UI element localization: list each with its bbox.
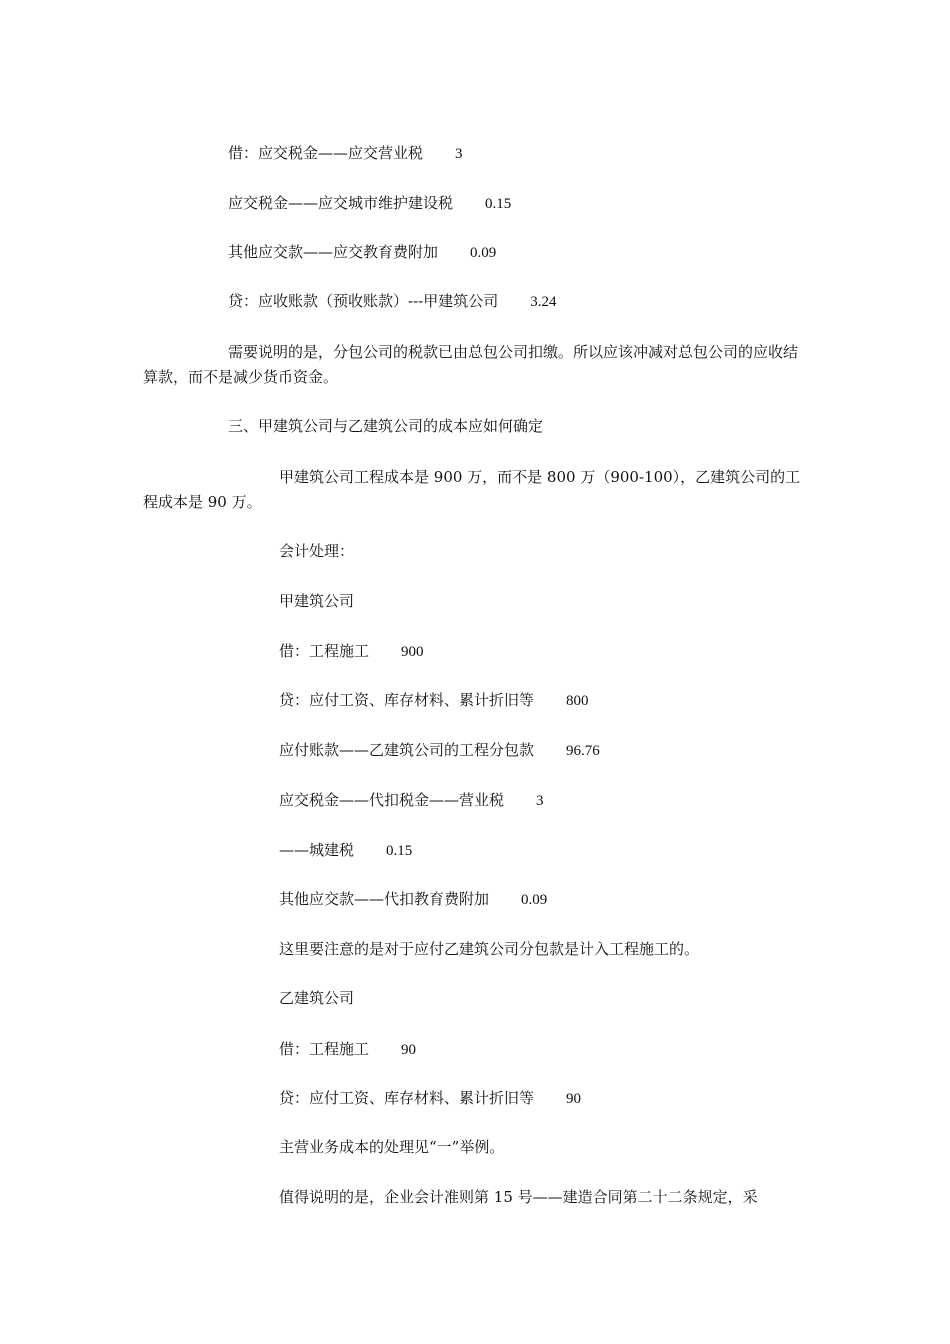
entry-text: 其他应交款——代扣教育费附加 [279, 890, 490, 908]
entry-text: 贷：应收账款（预收账款）---甲建筑公司 [228, 292, 499, 310]
entry-amount: 800 [566, 693, 589, 709]
journal-entry-line [279, 889, 547, 910]
entry-amount: 3 [536, 793, 544, 809]
journal-entry-line [228, 242, 496, 263]
entry-amount: 900 [401, 644, 424, 660]
entry-amount: 0.15 [485, 196, 512, 212]
entry-amount: 3.24 [530, 294, 557, 310]
entry-text: 贷：应付工资、库存材料、累计折旧等 [279, 691, 535, 709]
journal-entry-line [279, 1088, 581, 1109]
accounting-label: 会计处理： [279, 542, 355, 560]
entry-text: 借：工程施工 [279, 642, 370, 660]
entry-amount: 3 [455, 146, 463, 162]
journal-entry-line [279, 840, 412, 861]
journal-entry-line [279, 1039, 416, 1060]
journal-entry-line [279, 790, 544, 811]
company-b-heading: 乙建筑公司 [279, 989, 355, 1007]
entry-text: 应付账款——乙建筑公司的工程分包款 [279, 741, 535, 759]
note-paragraph: 需要说明的是，分包公司的税款已由总包公司扣缴。所以应该冲减对总包公司的应收结算款，而不是减少货币资金。 [143, 343, 799, 386]
section-heading: 三、甲建筑公司与乙建筑公司的成本应如何确定 [228, 417, 544, 435]
entry-amount: 0.15 [386, 843, 413, 859]
entry-amount: 96.76 [566, 743, 600, 759]
note-line: 值得说明的是，企业会计准则第 15 号——建造合同第二十二条规定，采 [279, 1188, 758, 1206]
journal-entry-line [228, 291, 556, 312]
entry-amount: 0.09 [521, 892, 548, 908]
journal-entry-line [279, 740, 600, 761]
entry-text: 借：工程施工 [279, 1040, 370, 1058]
entry-text: 借：应交税金——应交营业税 [228, 144, 424, 162]
entry-amount: 90 [401, 1042, 417, 1058]
entry-text: 应交税金——应交城市维护建设税 [228, 194, 454, 212]
note-line: 主营业务成本的处理见“一”举例。 [279, 1138, 505, 1156]
entry-amount: 0.09 [470, 245, 497, 261]
journal-entry-line [228, 193, 511, 214]
entry-text: ——城建税 [279, 841, 355, 859]
journal-entry-line [279, 641, 424, 662]
journal-entry-line [228, 143, 463, 164]
note-line: 这里要注意的是对于应付乙建筑公司分包款是计入工程施工的。 [279, 940, 700, 958]
entry-text: 其他应交款——应交教育费附加 [228, 243, 439, 261]
cost-paragraph: 甲建筑公司工程成本是 900 万，而不是 800 万（900-100），乙建筑公司的工程成本是 90 万。 [143, 468, 801, 511]
entry-amount: 90 [566, 1091, 582, 1107]
company-a-heading: 甲建筑公司 [279, 592, 355, 610]
entry-text: 应交税金——代扣税金——营业税 [279, 791, 505, 809]
entry-text: 贷：应付工资、库存材料、累计折旧等 [279, 1089, 535, 1107]
journal-entry-line [279, 690, 589, 711]
